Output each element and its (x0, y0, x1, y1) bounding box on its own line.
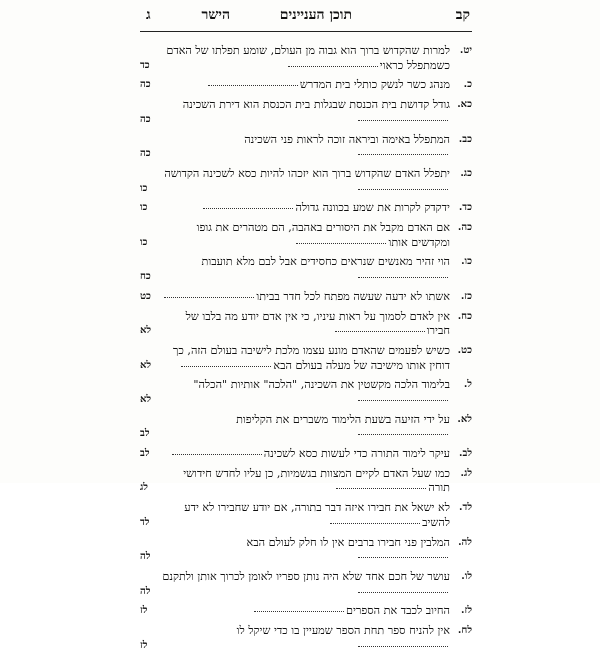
entry-text: בלימוד הלכה מקשטין את השכינה, "הלכה" אותיות "הכלה" (193, 378, 450, 392)
entry-text: עושר של חכם אחד שלא היה נותן ספריו לאומן לכרוך אותן ולתקנם (162, 570, 450, 583)
dot-leader (358, 646, 448, 647)
entry-text: כמו שעל האדם לקיים המצוות בגשמיות, כן עליו לחדש חידושי תורה (183, 466, 450, 495)
dot-leader (358, 592, 448, 593)
dot-leader (203, 208, 293, 209)
entry-number: לז. (461, 605, 472, 617)
toc-entry (140, 467, 472, 496)
entry-page-number: כו (140, 236, 148, 248)
page-header (140, 5, 470, 27)
entry-text: החיוב לכבד את הספרים (346, 604, 450, 618)
dot-leader (358, 557, 448, 558)
entry-number: ל. (463, 379, 472, 391)
entry-text: יתפלל האדם שהקדוש ברוך הוא יזכהו להיות כסא לשכינה הקדושה (164, 166, 450, 180)
dot-leader (208, 85, 298, 86)
toc-entry (140, 310, 472, 339)
entry-number: לו. (461, 571, 472, 582)
toc-entry (140, 501, 472, 530)
entry-text: גודל קדושת בית הכנסת שבגלות בית הכנסת הוא דירת השכינה (182, 98, 450, 112)
toc-entry (140, 98, 472, 127)
table-of-contents (140, 44, 472, 659)
toc-entry (140, 167, 472, 196)
book-title: הישר (201, 7, 230, 23)
entry-text: מנהג כשר לנשק כותלי בית המדרש (299, 78, 450, 92)
dot-leader (164, 297, 254, 298)
entry-number: כה. (457, 222, 472, 234)
dot-leader (254, 611, 344, 612)
entry-page-number: כט (140, 290, 151, 302)
entry-page-number: כה (140, 79, 151, 91)
dot-leader (358, 400, 448, 401)
entry-number: יט. (459, 45, 472, 56)
entry-page-number: לד (140, 516, 150, 528)
dot-leader (335, 331, 425, 332)
entry-number: כט. (457, 344, 472, 356)
entry-page-number: כו (140, 202, 148, 214)
toc-entry (140, 78, 472, 93)
dot-leader (181, 366, 271, 367)
toc-entry (140, 413, 472, 442)
toc-entry (140, 201, 472, 216)
entry-page-number: כח (140, 271, 151, 283)
entry-text: אין לאדם לסמוך על ראות עיניו, כי אין אדם יודע מה בלבו של חבירו (185, 309, 450, 338)
entry-number: כ. (463, 79, 472, 91)
entry-text: המתפלל באימה וביראה זוכה לראות פני השכינה (244, 132, 450, 146)
entry-text: אשתו לא ידעה שעשה מפתח לכל חדר בביתו (256, 289, 450, 303)
entry-page-number: לא (140, 359, 152, 371)
entry-page-number: כד (140, 59, 150, 71)
entry-text: ידקדק לקרות את שמע בכוונה גדולה (295, 201, 450, 215)
entry-number: כו. (461, 256, 472, 268)
entry-number: כז. (460, 290, 472, 302)
dot-leader (358, 434, 448, 435)
toc-entry (140, 570, 472, 599)
entry-page-number: כה (140, 113, 151, 125)
toc-entry (140, 290, 472, 305)
dot-leader (288, 66, 378, 67)
toc-entry (140, 624, 472, 653)
entry-number: לד. (459, 502, 472, 514)
entry-text: לא ישאל את חבירו איזה דבר בתורה, אם יודע שחבירו לא ידע להשיב (184, 501, 450, 529)
section-title: תוכן העניינים (279, 7, 352, 23)
entry-page-number: כה (140, 148, 151, 160)
toc-entry (140, 221, 472, 250)
entry-page-number: לא (140, 393, 152, 405)
dot-leader (358, 277, 448, 278)
entry-number: כח. (457, 310, 472, 322)
toc-entry (140, 604, 472, 619)
entry-page-number: לז (140, 605, 148, 617)
entry-number: לג. (460, 467, 472, 479)
page-number: קב (455, 7, 470, 23)
entry-page-number: לה (140, 585, 151, 597)
entry-number: לה. (458, 536, 472, 548)
toc-entry (140, 44, 472, 73)
toc-entry (140, 133, 472, 162)
entry-page-number: לב (140, 428, 150, 440)
entry-text: על ידי הזיעה בשעת הלימוד משברים את הקליפות (236, 412, 450, 426)
toc-entry (140, 344, 472, 373)
entry-text: למרות שהקדוש ברוך הוא גבוה מן העולם, שומע תפלתו של האדם כשמתפלל כראוי (166, 44, 450, 72)
entry-page-number: לה (140, 551, 151, 563)
entry-number: לב. (459, 448, 472, 460)
toc-entry (140, 378, 472, 407)
dot-leader (330, 523, 420, 524)
dot-leader (172, 454, 262, 455)
toc-entry (140, 536, 472, 565)
entry-text: אם האדם מקבל את היסורים באהבה, הם מטהרים את גופו ומקדשים אותו (196, 221, 450, 249)
dot-leader (336, 488, 426, 489)
entry-page-number: לג (140, 482, 148, 494)
entry-text: כשיש לפעמים שהאדם מונע עצמו מלכת לישיבה בעולם הזה, כך דוחין אותו מישיבה של מעלה בעולם הבא (172, 343, 450, 372)
entry-text: הוי זהיר מאנשים שנראים כחסידים אבל לבם מלא תועבות (201, 255, 450, 269)
entry-number: כג. (460, 167, 472, 179)
entry-text: אין להניח ספר תחת הספר שמעיין בו כדי שיקל לו (236, 624, 450, 638)
entry-page-number: לא (140, 325, 152, 337)
entry-page-number: כו (140, 182, 148, 194)
header-divider (140, 31, 472, 32)
entry-number: כא. (457, 99, 472, 111)
entry-number: כב. (458, 133, 472, 145)
entry-number: לח. (457, 625, 472, 637)
dot-leader (296, 243, 386, 244)
toc-entry (140, 447, 472, 462)
entry-number: לא. (457, 413, 472, 425)
entry-page-number: לז (140, 639, 148, 651)
dot-leader (358, 154, 448, 155)
dot-leader (358, 120, 448, 121)
entry-number: כד. (458, 202, 472, 214)
entry-text: המלבין פני חבירו ברבים אין לו חלק לעולם הבא (246, 535, 450, 549)
entry-text: עיקר לימוד התורה כדי לעשות כסא לשכינה (263, 447, 450, 461)
entry-page-number: לב (140, 448, 150, 460)
toc-entry (140, 255, 472, 284)
chapter-letter: ג (146, 7, 151, 23)
dot-leader (358, 189, 448, 190)
